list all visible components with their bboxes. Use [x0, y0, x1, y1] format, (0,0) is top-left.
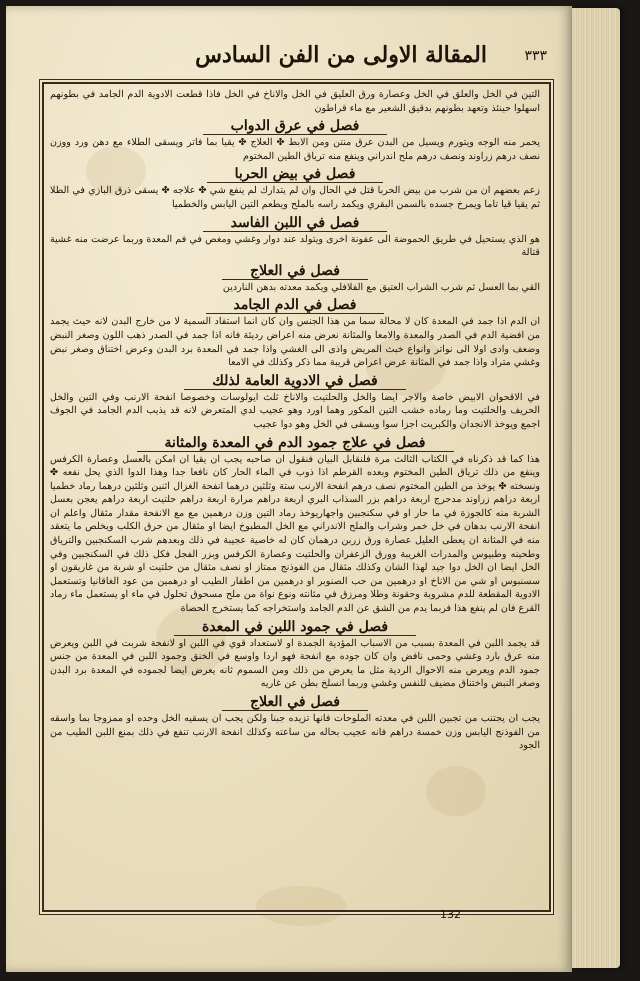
section-text: هو الذي يستحيل في طريق الحموضة الى عفونة اخرى ويتولد عند دوار وغشي ومغص في فم المعدة وربما عرضت منه غشية قتالة [50, 233, 540, 259]
section-jumud-laban [50, 619, 540, 691]
section-heading [50, 297, 540, 313]
section-ilaj-2 [50, 694, 540, 753]
section-text: قد يجمد اللبن في المعدة بسبب من الاسباب المؤدية الجمدة او لاستعداد قوي في اللبن او لانفحة شربت في اللبن ويعرض منه عرق بارد وغشي وحمى نافض وان كان جوده مع انفحة فهو اردا واوسع في الخنق وجمود اللبن في المعدة من جنس جمود الدم ويعرض منه الاحوال الردية مثل ما يعرض من ذلك ومن السموم ثانه يعرض ايضا لجموده في المعدة برد البدن وصغر النبض واختناق مضيف للنفس وغشي وربما انسلخ بطن عن غاريه [50, 637, 540, 690]
running-title: المقالة الاولى من الفن السادس [195, 42, 487, 68]
page-edges [572, 8, 620, 968]
section-text: هذا كما قد ذكرناه في الكتاب الثالث مرة فلنقابل البيان فنقول ان صاحبه يجب ان يقيا ان امكن بالعسل وعصارة الكرفس وينفع من ذلك ترياق الطين المختوم وبعده القرطم اذا ذوب في الماء الحار كان نافعا جدا وهذا الدوا الذي يحل نفعه ✤ ونسخته ✤ يوخذ من الطين المختوم نصف درهم انفحة الارنب ستة وثلثين درهما انفحة الغزال اثنين وثلثين درهما رماد خطميا اربعة دراهم زراوند مدحرج اربعة دراهم بزر السذاب البري اربعة دراهم مرارة اربعة دراهم حلتيت اربعة دراهم يعجن بعسل الشربة منه كالجوزة في ما حار او في سكنجبين واجهاريوخذ رماد التين وزن درهمين مع مع الانفحة مقدار مثقال واعلم ان انفحة الارنب بدهان في خل خمر وشراب والملح الاندراني مع الخل المطبوخ ايضا او مثقال من حرق الكلب ويخلص ما يتعقد منه في المثانة ان يعطى العليل عصارة ورق زربن درهمان كان له خاصية عجيبة في ذلك وبعدهم شرب السكنجبين والترياق وطحينه وطبيوس والمدرات الغريبة وورق الزعفران والحلتيت وعصارة الكرفس وبزر الفجل فكل ذلك في السكنجبين وفي الخل ايضا ان الخل دوا جيد لهذا الشان وكذلك مثقال من الفوذنج ممتاز او نصف مثقال من حلتيت او شربة من غاريقون او سسنبوس او شي من الاناخ او درهمين من حب الصنوبر او درهمين من اطفار الطيب او درهمين من عود الغاقانيا وتستعمل الادوية المقطعة للدم مشروبة وحقونة وطلا ومرزق في مثانته ونوع نواة من ملح مسحوق تحلول في ماء او يستعمل ماء رماد القرع فان لم ينفع هذا فربما يدم من الشق عن الدم الجامد واستخراجه كما يستخرج الحصاة [50, 453, 540, 615]
section-ilaj-1 [50, 263, 540, 295]
section-heading [50, 263, 540, 279]
section-heading-text: فصل في عرق الدواب [203, 118, 388, 135]
section-heading-text: فصل في الدم الجامد [206, 297, 385, 314]
footer-page-number: 132 [440, 908, 461, 921]
section-jumud-dam [50, 435, 540, 616]
section-heading-text: فصل في علاج جمود الدم في المعدة والمثانة [137, 435, 454, 452]
section-text: التين في الخل والعلق في الخل وعصارة ورق العليق في الخل والاناخ في الخل فاذا قطعت الادوية الدم الجامد في بطونهم اسهلوا حينئذ وتعهد بطونهم بدقيق الشعير مع ماء قراطون [50, 89, 540, 114]
section-text: يحمر منه الوجه ويتورم ويسيل من البدن عرق منتن ومن الابط ✤ العلاج ✤ يقيا بما فاتر ويسقى الطلاء مع دهن ورد ووزن نصف درهم زراوند ونصف درهم ملح اندراني وينفع منه ترياق الطين المختوم [50, 137, 540, 162]
section-heading-text: فصل في جمود اللبن في المعدة [174, 619, 416, 636]
section-text: يجب ان يجتنب من تجبين اللبن في معدته الملوحات فانها تزيده جبنا ولكن يجب ان يسقيه الخل وحده او ممزوجا بما واسقه من الفوذنج اليابس وزن خمسة دراهم فانه عجيب بحاله من ساعته وكذلك انفحة الارنب تنفع في ذلك بمنع اللبن الطيب من الجود [50, 713, 540, 752]
section-adwiya [50, 373, 540, 432]
section-text: ان الدم اذا جمد في المعدة كان لا محالة سما من هذا الجنس وان كان انما استفاد السمية لا من خارج البدن لانه حيث يجمد من افضية الدم في الصدر والمعدة والامعا والمثانة نعرض منه اعراض رديئة فانه اذا جمد في الصدر ذهب اللون وصغر النبض وضعف وادى اولا الى نواتر وانواع خبث المريض واذى الى الغشي واذا جمد في المعدة برد البدن وعرض اختناق وصغر نبض وغشي متراد واذا جمد في المثانة عرض اعراض قريبة مما ذكر وكذلك في الامعا [50, 316, 540, 369]
section-heading-text: فصل في العلاج [222, 694, 368, 711]
section-heading [50, 694, 540, 710]
section-text: في الاقحوان الابيض خاصة والاجر ايضا والخل والحلتيت والاناخ ثلث ايولوسات وخصوصا انفحة الارنب وفي التين والخل الحريف والحلتيت وما رماده خشب التين المكور وهما اورد وهو عجيب لدي المتعرض لانه قد يذيب الدم الجامد في الجوف اجمع ويوخذ الانجدان والكبريت اجزا سوا ويسقى في الخل وهو دوا عجيب [50, 391, 540, 430]
page-body [50, 88, 540, 904]
section-heading [50, 215, 540, 231]
section-text: القي بما العسل ثم شرب الشراب العتيق مع الفلافلي ويكمد معدته بدهن الناردين [222, 281, 540, 293]
section-dawab [50, 118, 540, 163]
section-heading-text: فصل في العلاج [222, 263, 368, 280]
section-dam-jamid [50, 297, 540, 369]
section-heading [50, 619, 540, 635]
section-heading [50, 373, 540, 389]
section-heading [50, 166, 540, 182]
section-intro [50, 88, 540, 115]
page-header [42, 40, 547, 76]
section-heading-text: فصل في اللبن الفاسد [203, 215, 388, 232]
section-heading-text: فصل في بيض الحربا [207, 166, 384, 183]
page-marker: ٣٣٣ [524, 48, 547, 64]
section-heading [50, 118, 540, 134]
section-laban-fasid [50, 215, 540, 260]
section-text: زعم بعضهم ان من شرب من بيض الحربا قتل في الحال وان لم يتدارك لم ينفع شي ✤ علاجه ✤ يسقى ذرق البازي في الطلا ثم يقيا قيا تاما ويمرخ جسده بالسمن البقري ويكمد راسه بالملح ويطعم التين اليابس والخطميا [50, 185, 540, 210]
section-hirba [50, 166, 540, 211]
section-heading [50, 435, 540, 451]
section-heading-text: فصل في الادوية العامة لذلك [184, 373, 405, 390]
